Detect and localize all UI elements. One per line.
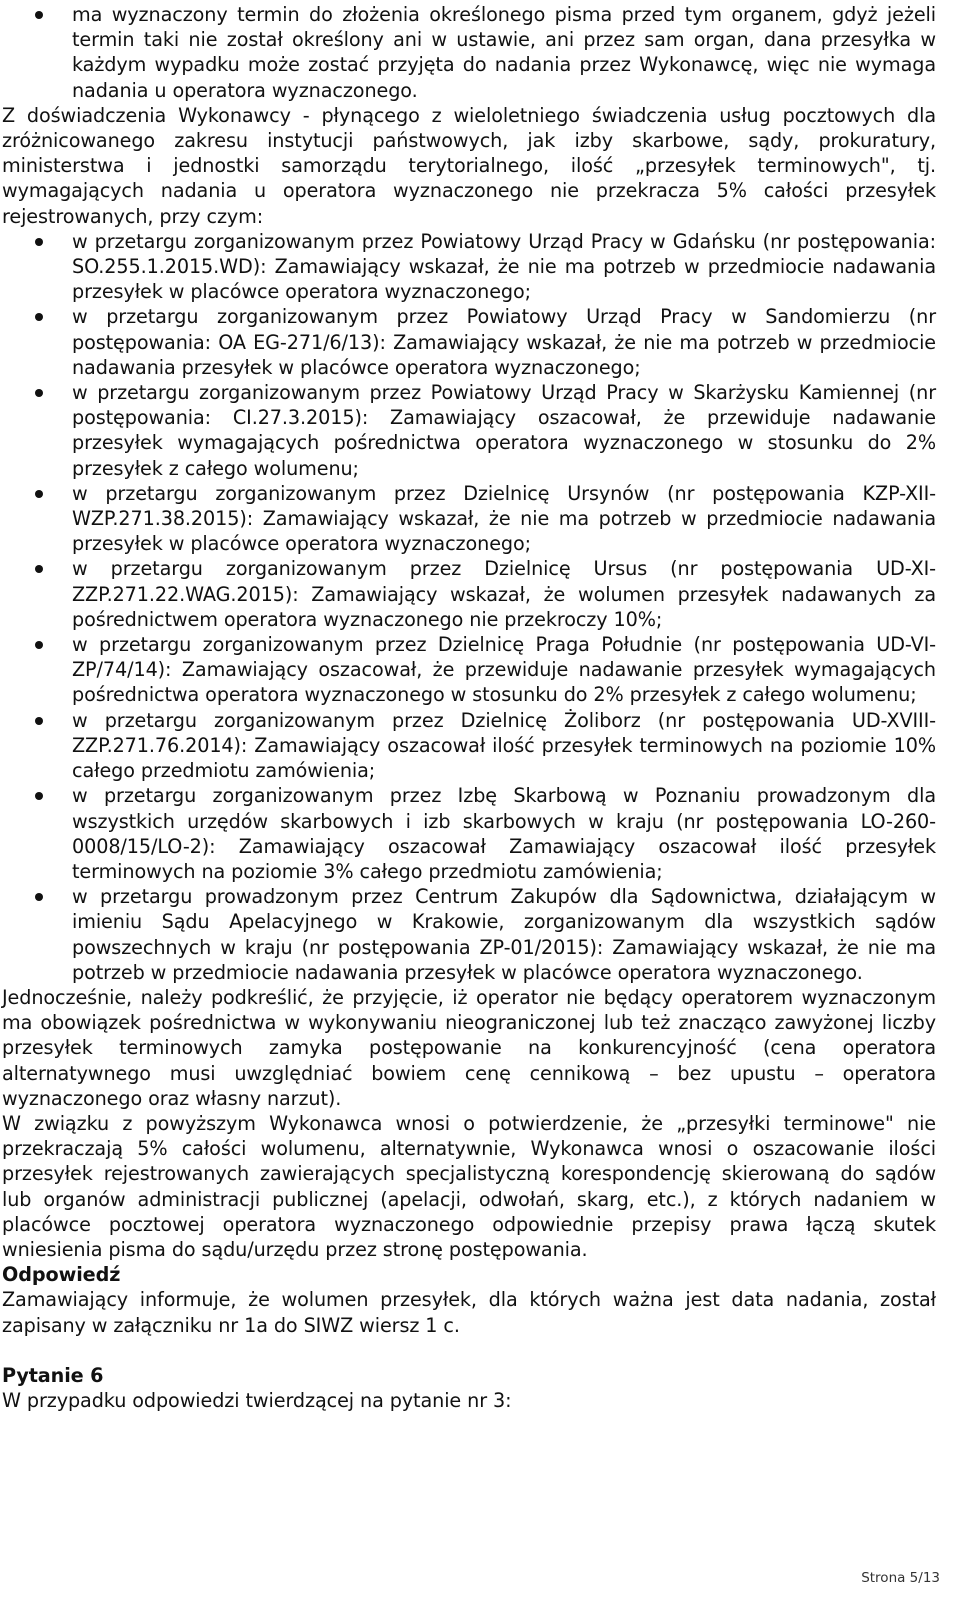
- bullet-icon: [35, 641, 43, 649]
- list-item: [2, 481, 936, 557]
- bullet-icon: [35, 389, 43, 397]
- list-item: [2, 2, 936, 103]
- list-item-text: w przetargu zorganizowanym przez Powiatowy Urząd Pracy w Sandomierzu (nr postępowania: OA EG-271/6/13): Zamawiający wskazał, że nie ma potrzeb w przedmiocie nadawania przesyłek w placówce operatora wyznaczonego;: [72, 305, 936, 379]
- list-item: [2, 708, 936, 784]
- list-item: [2, 556, 936, 632]
- question-heading: Pytanie 6: [2, 1363, 104, 1387]
- paragraph-simultaneously: Jednocześnie, należy podkreślić, że przyjęcie, iż operator nie będący operatorem wyznaczonym ma obowiązek pośrednictwa w wykonywaniu nieograniczonej lub też znacząco zawyżonej liczby przesyłek terminowych zamyka postępowanie na konkurencyjność (cena operatora alternatywnego musi uwzględniać bowiem cenę cennikową – bez upustu – operatora wyznaczonego oraz własny narzut).: [2, 985, 936, 1110]
- answer-text: Zamawiający informuje, że wolumen przesyłek, dla których ważna jest data nadania, został zapisany w załączniku nr 1a do SIWZ wiersz 1 c.: [2, 1288, 936, 1337]
- bullet-icon: [35, 11, 43, 19]
- tender-bullet-list: [2, 229, 936, 985]
- list-item: [2, 229, 936, 305]
- list-item-text: w przetargu zorganizowanym przez Powiatowy Urząd Pracy w Gdańsku (nr postępowania: SO.255.1.2015.WD): Zamawiający wskazał, że nie ma potrzeb w przedmiocie nadawania przesyłek w placówce operatora wyznaczonego;: [72, 229, 936, 304]
- document-content: [2, 2, 936, 1413]
- list-item-text: w przetargu zorganizowanym przez Dzielnicę Ursynów (nr postępowania KZP-XII-WZP.271.38.2015): Zamawiający wskazał, że nie ma potrzeb w przedmiocie nadawania przesyłek w placówce operatora wyznaczonego;: [72, 481, 936, 556]
- bullet-icon: [35, 893, 43, 901]
- list-item: [2, 632, 936, 708]
- top-bullet-list: [2, 2, 936, 103]
- list-item-text: w przetargu zorganizowanym przez Powiatowy Urząd Pracy w Skarżysku Kamiennej (nr postępowania: CI.27.3.2015): Zamawiający oszacował, że przewiduje nadawanie przesyłek wymagających pośrednictwa operatora wyznaczonego w stosunku do 2% przesyłek z całego wolumenu;: [72, 381, 936, 480]
- section-spacer: [2, 1338, 936, 1363]
- list-item-text: w przetargu zorganizowanym przez Izbę Skarbową w Poznaniu prowadzonym dla wszystkich urzędów skarbowych i izb skarbowych w kraju (nr postępowania LO-260-0008/15/LO-2): Zamawiający oszacował Zamawiający oszacował ilość przesyłek terminowych na poziomie 3% całego przedmiotu zamówienia;: [72, 784, 936, 883]
- list-item: [2, 304, 936, 380]
- list-item: [2, 783, 936, 884]
- bullet-icon: [35, 490, 43, 498]
- bullet-icon: [35, 238, 43, 246]
- page-number: Strona 5/13: [861, 1570, 940, 1586]
- bullet-icon: [35, 313, 43, 321]
- list-item-text: ma wyznaczony termin do złożenia określonego pisma przed tym organem, gdyż jeżeli termin taki nie został określony ani w ustawie, ani przez sam organ, dana przesyłka w każdym wypadku może zostać przyjęta do nadania przez Wykonawcę, więc nie wymaga nadania u operatora wyznaczonego.: [72, 3, 936, 102]
- bullet-icon: [35, 717, 43, 725]
- question-text: W przypadku odpowiedzi twierdzącej na pytanie nr 3:: [2, 1388, 512, 1412]
- answer-heading: Odpowiedź: [2, 1263, 121, 1287]
- paragraph-request: W związku z powyższym Wykonawca wnosi o potwierdzenie, że „przesyłki terminowe" nie przekraczają 5% całości wolumenu, alternatywnie, Wykonawca wnosi o oszacowanie ilości przesyłek rejestrowanych zawierających specjalistyczną korespondencję skierowaną do sądów lub organów administracji publicznej (apelacji, odwołań, skarg, etc.), z których nadaniem w placówce pocztowej operatora wyznaczonego odpowiednie przepisy prawa łączą skutek wniesienia pisma do sądu/urzędu przez stronę postępowania.: [2, 1111, 936, 1261]
- experience-paragraph: Z doświadczenia Wykonawcy - płynącego z wieloletniego świadczenia usług pocztowych dla zróżnicowanego zakresu instytucji państwowych, jak izby skarbowe, sądy, prokuratury, ministerstwa i jednostki samorządu terytorialnego, ilość „przesyłek terminowych", tj. wymagających nadania u operatora wyznaczonego nie przekracza 5% całości przesyłek rejestrowanych, przy czym:: [2, 103, 936, 228]
- bullet-icon: [35, 792, 43, 800]
- list-item-text: w przetargu prowadzonym przez Centrum Zakupów dla Sądownictwa, działającym w imieniu Sądu Apelacyjnego w Krakowie, zorganizowanym dla wszystkich sądów powszechnych w kraju (nr postępowania ZP-01/2015): Zamawiający wskazał, że nie ma potrzeb w przedmiocie nadawania przesyłek w placówce operatora wyznaczonego.: [72, 885, 936, 984]
- list-item-text: w przetargu zorganizowanym przez Dzielnicę Ursus (nr postępowania UD-XI-ZZP.271.22.WAG.2015): Zamawiający wskazał, że wolumen przesyłek nadawanych za pośrednictwem operatora wyznaczonego nie przekroczy 10%;: [72, 557, 936, 631]
- list-item-text: w przetargu zorganizowanym przez Dzielnicę Żoliborz (nr postępowania UD-XVIII-ZZP.271.76.2014): Zamawiający oszacował ilość przesyłek terminowych na poziomie 10% całego przedmiotu zamówienia;: [72, 708, 936, 783]
- list-item-text: w przetargu zorganizowanym przez Dzielnicę Praga Południe (nr postępowania UD-VI-ZP/74/14): Zamawiający oszacował, że przewiduje nadawanie przesyłek wymagających pośrednictwa operatora wyznaczonego w stosunku do 2% przesyłek z całego wolumenu;: [72, 633, 936, 707]
- list-item: [2, 380, 936, 481]
- bullet-icon: [35, 565, 43, 573]
- list-item: [2, 884, 936, 985]
